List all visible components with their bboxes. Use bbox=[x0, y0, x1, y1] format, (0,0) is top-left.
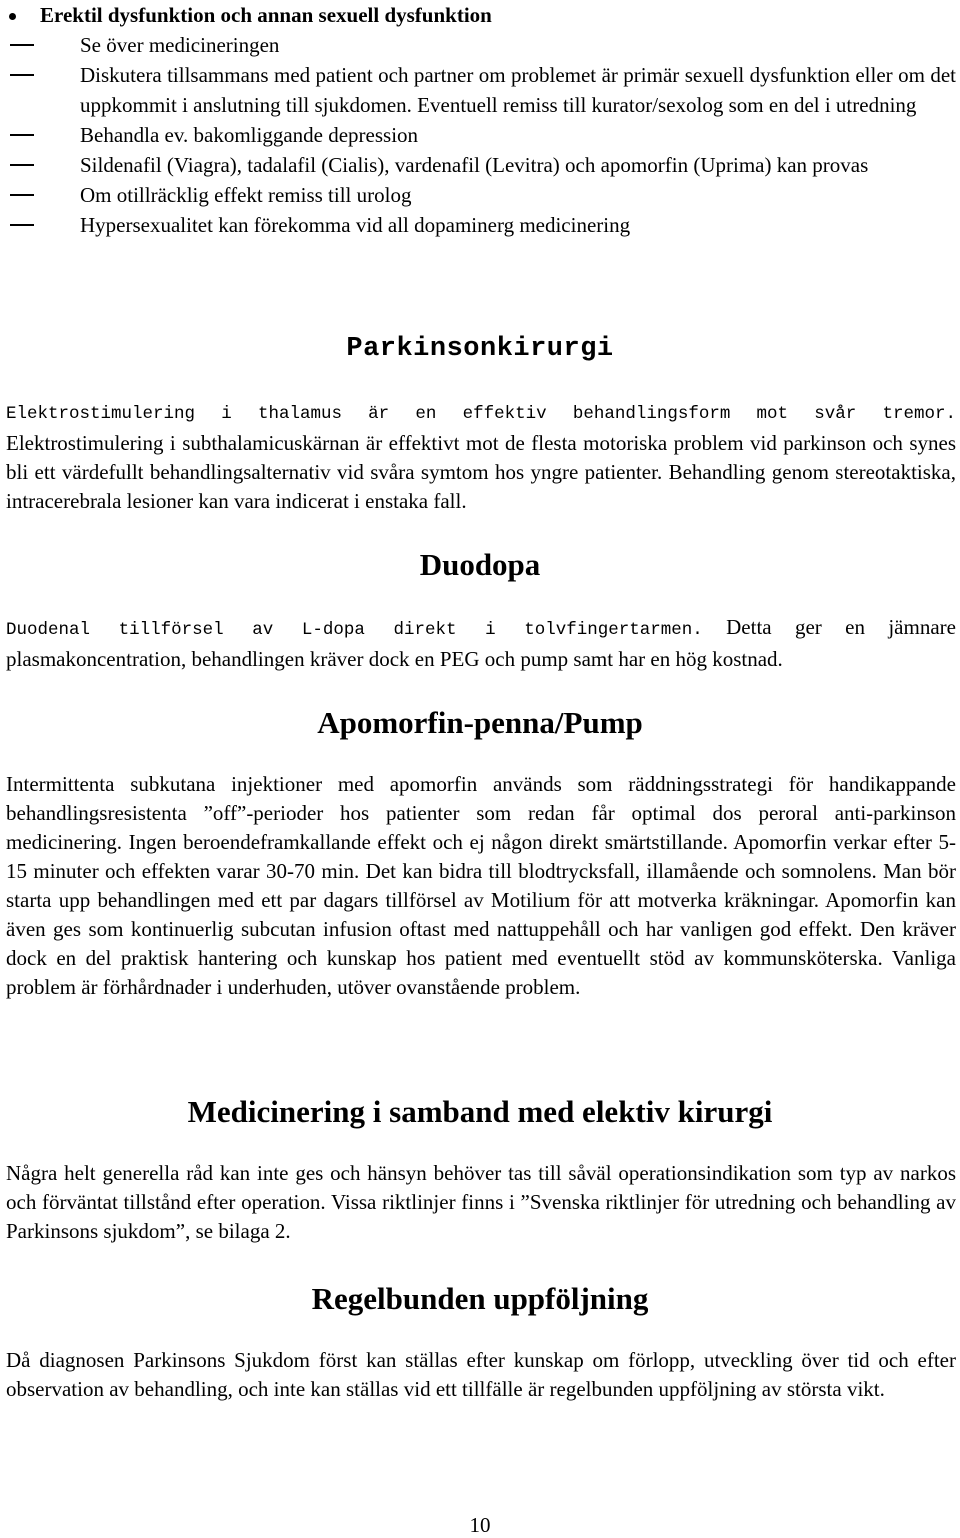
dash-icon bbox=[10, 194, 34, 196]
section-heading-kirurgi: Medicinering i samband med elektiv kirurgi bbox=[187, 1094, 773, 1129]
bullet-dot-icon bbox=[9, 13, 16, 20]
dash-icon bbox=[10, 74, 34, 76]
dash-icon bbox=[10, 44, 34, 46]
dash-icon bbox=[10, 224, 34, 226]
list-item: Behandla ev. bakomliggande depression bbox=[6, 120, 956, 150]
bullet-title: Erektil dysfunktion och annan sexuell dysfunktion bbox=[40, 3, 492, 27]
paragraph-kirurgi: Några helt generella råd kan inte ges och hänsyn behöver tas till såväl operationsindikation som typ av narkos och förväntat tillstånd efter operation. Vissa riktlinjer finns i ”Svenska riktlinjer för utredning och behandling av Parkinsons sjukdom”, se bilaga 2. bbox=[6, 1161, 956, 1243]
list-item: Hypersexualitet kan förekomma vid all dopaminerg medicinering bbox=[6, 210, 956, 240]
dash-icon bbox=[10, 134, 34, 136]
section-heading-parkinsonkirurgi: Parkinsonkirurgi bbox=[346, 334, 614, 364]
section-heading-uppfoljning: Regelbunden uppföljning bbox=[311, 1281, 649, 1316]
paragraph-uppfoljning: Då diagnosen Parkinsons Sjukdom först kan ställas efter kunskap om förlopp, utveckling över tid och efter observation av behandling, och inte kan ställas vid ett tillfälle är regelbunden uppföljning av största vikt. bbox=[6, 1348, 956, 1401]
page-number: 10 bbox=[469, 1513, 491, 1537]
paragraph-apomorfin: Intermittenta subkutana injektioner med apomorfin används som räddningsstrategi för handikappande behandlingsresistenta ”off”-perioder hos patienter som redan får optimal dos peroral anti-parkinson medicinering. Ingen beroendeframkallande effekt och ej någon direkt smärtstillande. Apomorfin verkar efter 5-15 minuter och effekten varar 30-70 min. Det kan bidra till blodtrycksfall, illamående och somnolens. Man bör starta upp behandlingen med ett par dagars tillförsel av Motilium för att motverka kräkningar. Apomorfin kan även ges som kontinuerlig subcutan infusion oftast med nattuppehåll och har vanligen god effekt. Den kräver dock en del praktisk hantering och kunskap hos patient med eventuellt stöd av kommunsköterska. Vanliga problem är förhårdnader i underhuden, utöver ovanstående problem. bbox=[6, 772, 956, 999]
dash-icon bbox=[10, 164, 34, 166]
section-heading-apomorfin: Apomorfin-penna/Pump bbox=[317, 705, 643, 740]
paragraph-parkinsonkirurgi: Elektrostimulering i thalamus är en effektiv behandlingsform mot svår tremor. Elektrostimulering i subthalamicuskärnan är effektivt mot de flesta motoriska problem vid parkinson och synes bli ett värdefullt behandlingsalternativ vid svåra symtom hos yngre patienter. Behandling genom stereotaktiska, intracerebrala lesioner kan vara indicerat i enstaka fall. bbox=[6, 404, 956, 513]
list-item: Om otillräcklig effekt remiss till urolog bbox=[6, 180, 956, 210]
dash-list bbox=[6, 30, 956, 240]
list-item: Sildenafil (Viagra), tadalafil (Cialis), vardenafil (Levitra) och apomorfin (Uprima) kan provas bbox=[6, 150, 956, 180]
section-heading-duodopa: Duodopa bbox=[419, 547, 541, 582]
paragraph-duodopa: Duodenal tillförsel av L-dopa direkt i tolvfingertarmen. Detta ger en jämnare plasmakoncentration, behandlingen kräver dock en PEG och pump samt har en hög kostnad. bbox=[6, 615, 956, 671]
list-item: Diskutera tillsammans med patient och partner om problemet är primär sexuell dysfunktion eller om det uppkommit i anslutning till sjukdomen. Eventuell remiss till kurator/sexolog som en del i utredning bbox=[6, 60, 956, 120]
list-item: Se över medicineringen bbox=[6, 30, 956, 60]
